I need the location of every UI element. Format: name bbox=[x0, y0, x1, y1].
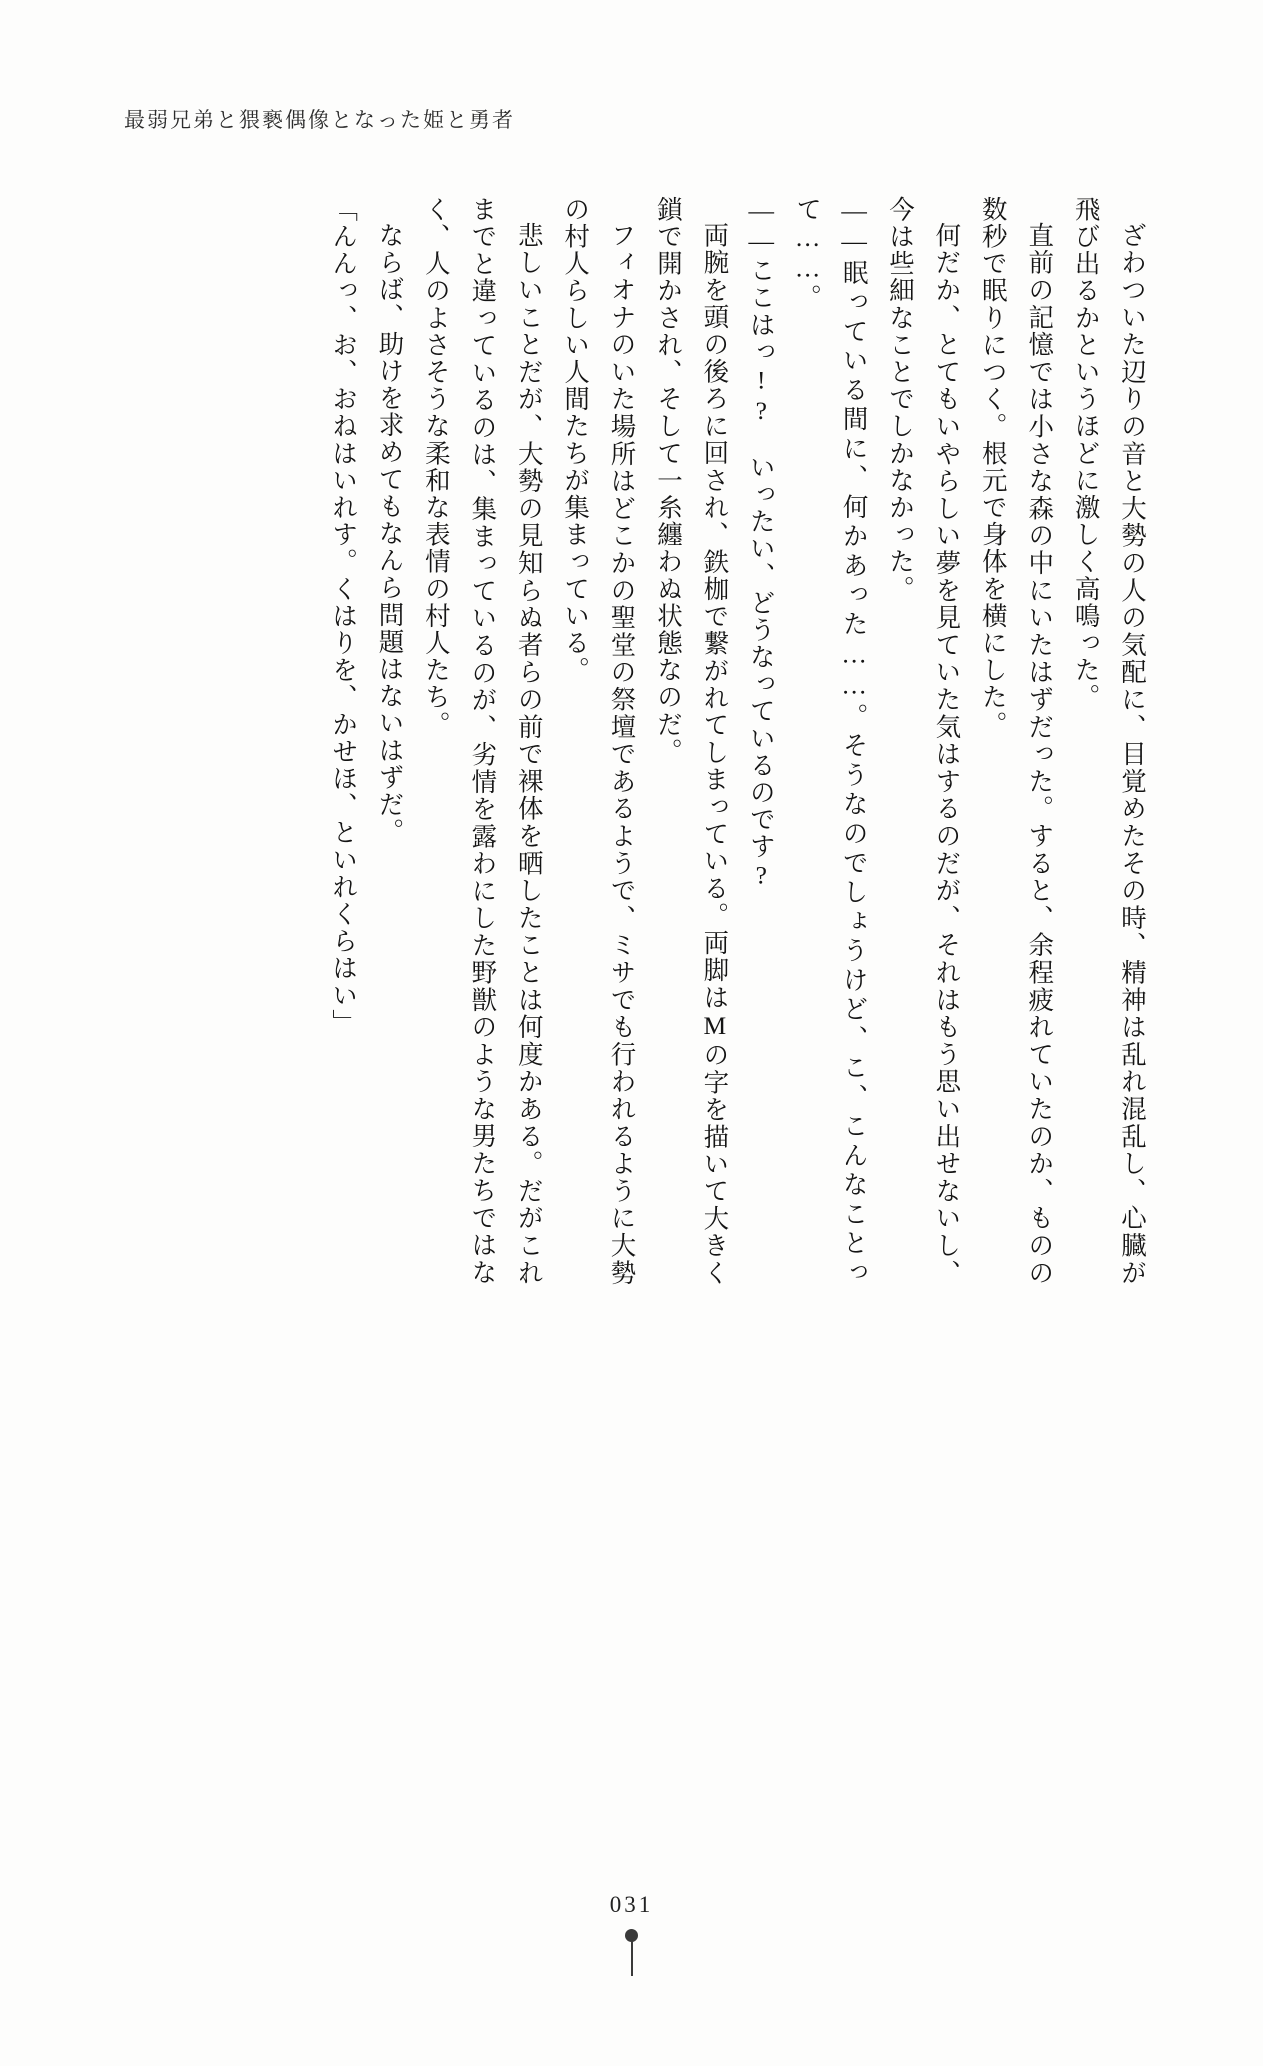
paragraph: ならば、助けを求めてもなんら問題はないはずだ。 bbox=[375, 221, 405, 845]
running-head: 最弱兄弟と猥褻偶像となった姫と勇者 bbox=[124, 108, 515, 132]
page-footer bbox=[0, 1892, 1263, 1976]
paragraph: フィオナのいた場所はどこかの聖堂の祭壇であるようで、ミサでも行われるように大勢の村人らしい人間たちが集まっている。 bbox=[561, 196, 637, 1286]
paragraph: ざわついた辺りの音と大勢の人の気配に、目覚めたその時、精神は乱れ混乱し、心臓が飛び出るかというほどに激しく高鳴った。 bbox=[1071, 196, 1147, 1286]
paragraph: 悲しいことだが、大勢の見知らぬ者らの前で裸体を晒したことは何度かある。だがこれまでと違っているのは、集まっているのが、劣情を露わにした野獣のような男たちではなく、人のよさそうな柔和な表情の村人たち。 bbox=[421, 196, 544, 1286]
footer-dot-ornament bbox=[625, 1929, 638, 1942]
paragraph: ――ここはっ!? いったい、どうなっているのです? bbox=[746, 196, 776, 891]
paragraph: 「んんっ、お、おねはいれす。くはりを、かせほ、といれくらはい」 bbox=[329, 196, 359, 1037]
footer-rule-ornament bbox=[631, 1942, 633, 1976]
body-text-vertical bbox=[115, 196, 1155, 1286]
paragraph: 両腕を頭の後ろに回され、鉄枷で繋がれてしまっている。両脚はMの字を描いて大きく鎖で開かされ、そして一糸纏わぬ状態なのだ。 bbox=[653, 196, 730, 1286]
paragraph: 何だか、とてもいやらしい夢を見ていた気はするのだが、それはもう思い出せないし、今は些細なことでしかなかった。 bbox=[885, 196, 962, 1286]
paragraph: ――眠っている間に、何かあった……。そうなのでしょうけど、こ、こんなことって……。 bbox=[793, 196, 869, 1286]
page-number: 031 bbox=[609, 1892, 654, 1917]
paragraph: 直前の記憶では小さな森の中にいたはずだった。すると、余程疲れていたのか、ものの数秒で眠りにつく。根元で身体を横にした。 bbox=[978, 196, 1055, 1286]
